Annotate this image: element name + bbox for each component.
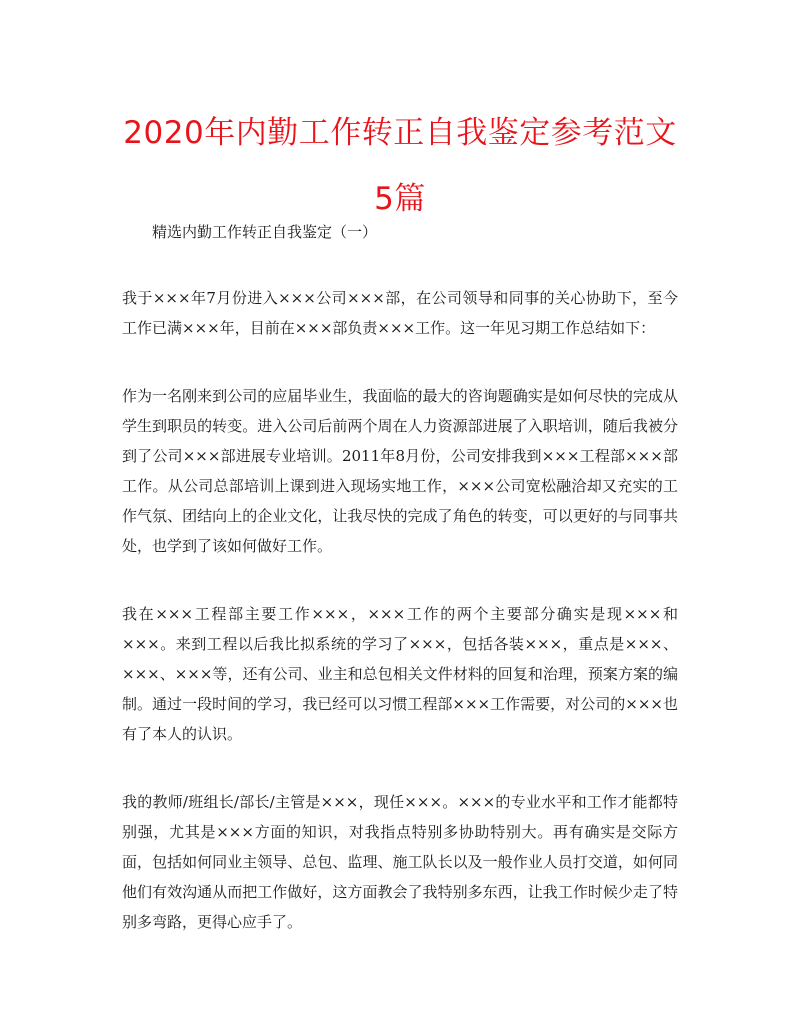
paragraph-4: 我的教师/班组长/部长/主管是×××，现任×××。×××的专业水平和工作才能都特别强，尤其是×××方面的知识，对我指点特别多协助特别大。再有确实是交际方面，包括如何同业主领导、总包、监理、施工队长以及一般作业人员打交道，如何同他们有效沟通从而把工作做好，这方面教会了我特别多东西，让我工作时候少走了特别多弯路，更得心应手了。	[122, 793, 678, 931]
paragraph-2: 作为一名刚来到公司的应届毕业生，我面临的最大的咨询题确实是如何尽快的完成从学生到职员的转变。进入公司后前两个周在人力资源部进展了入职培训，随后我被分到了公司×××部进展专业培训。2011年8月份，公司安排我到×××工程部×××部工作。从公司总部培训上课到进入现场实地工作，×××公司宽松融洽却又充实的工作气氛、团结向上的企业文化，让我尽快的完成了角色的转变，可以更好的与同事共处，也学到了该如何做好工作。	[122, 387, 678, 555]
document-body	[122, 283, 678, 975]
document-title: 2020年内勤工作转正自我鉴定参考范文5篇	[123, 115, 677, 217]
paragraph-3: 我在×××工程部主要工作×××，×××工作的两个主要部分确实是现×××和×××。来到工程以后我比拟系统的学习了×××，包括各装×××，重点是×××、×××、×××等，还有公司、业主和总包相关文件材料的回复和治理，预案方案的编制。通过一段时间的学习，我已经可以习惯工程部×××工作需要，对公司的×××也有了本人的认识。	[122, 605, 678, 743]
paragraph-1: 我于×××年7月份进入×××公司×××部，在公司领导和同事的关心协助下，至今工作已满×××年，目前在×××部负责×××工作。这一年见习期工作总结如下：	[122, 289, 678, 337]
document-subtitle: 精选内勤工作转正自我鉴定（一）	[152, 223, 378, 241]
